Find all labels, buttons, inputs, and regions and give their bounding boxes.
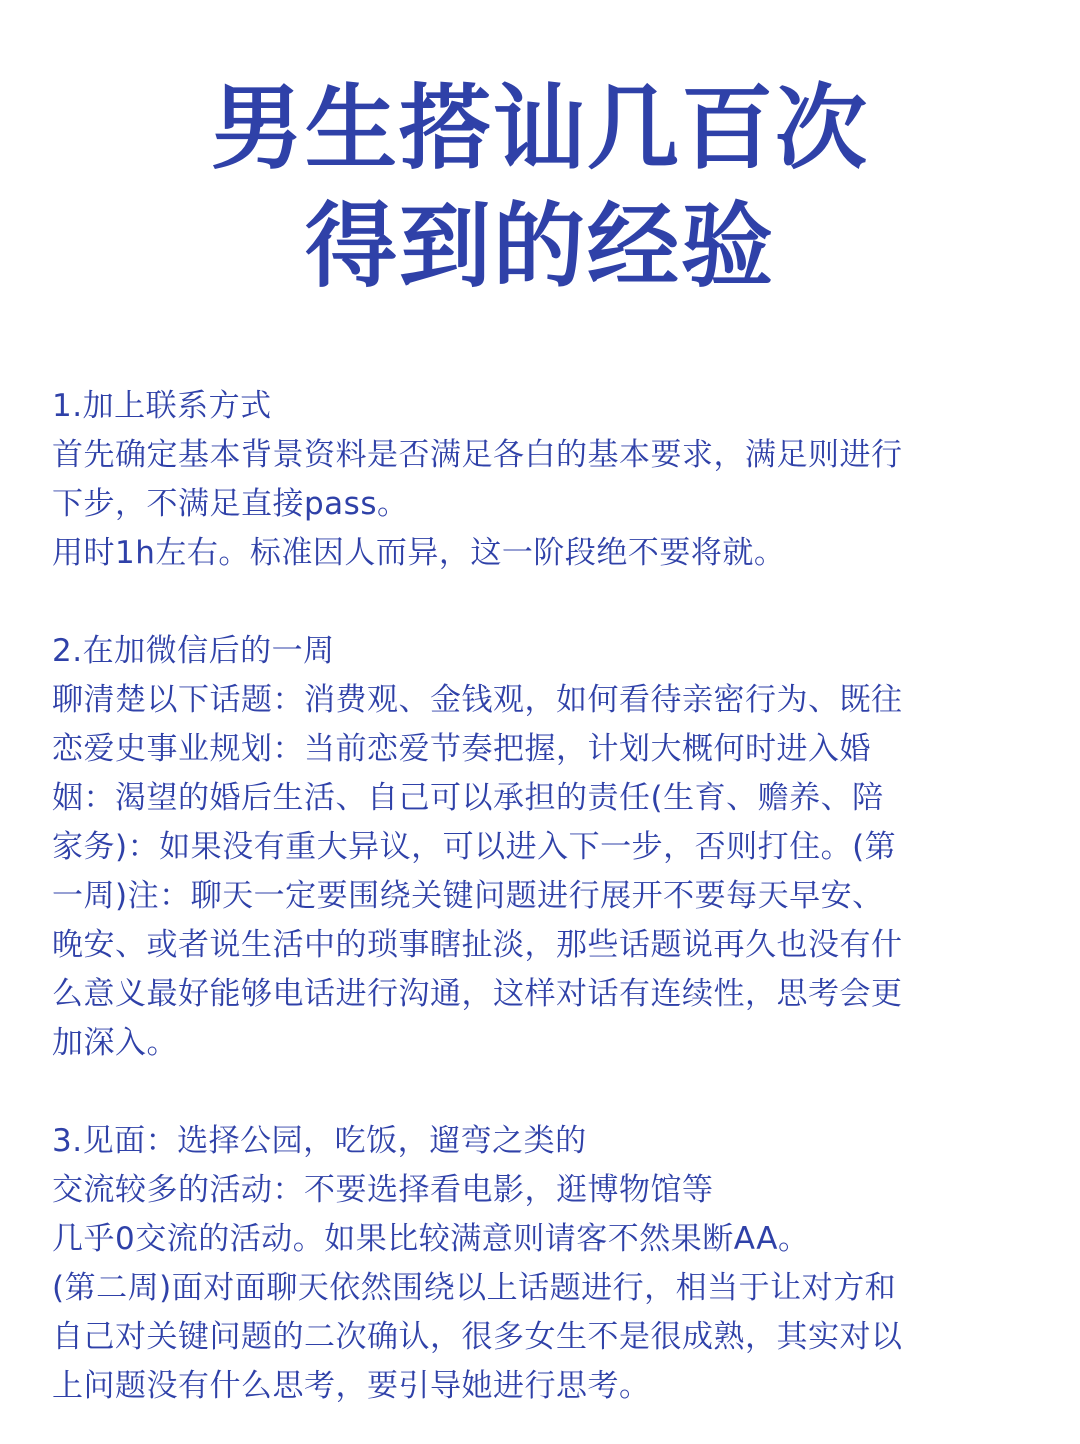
section-2-line: 恋爱史事业规划：当前恋爱节奏把握，计划大概何时进入婚 bbox=[52, 731, 871, 767]
section-3-line: 自己对关键问题的二次确认，很多女生不是很成熟，其实对以 bbox=[52, 1319, 903, 1355]
section-2-line: 晚安、或者说生活中的琐事瞎扯淡，那些话题说再久也没有什 bbox=[52, 927, 903, 963]
section-2-line: 聊清楚以下话题：消费观、金钱观，如何看待亲密行为、既往 bbox=[52, 682, 903, 718]
section-1-line: 用时1h左右。标准因人而异，这一阶段绝不要将就。 bbox=[52, 535, 786, 571]
page-title bbox=[0, 70, 1080, 306]
section-2-line: 加深入。 bbox=[52, 1025, 178, 1061]
section-2-line: 家务)：如果没有重大异议，可以进入下一步，否则打住。(第 bbox=[52, 829, 897, 865]
section-2-line: 姻：渴望的婚后生活、自己可以承担的责任(生育、赡养、陪 bbox=[52, 780, 884, 816]
section-2-heading: 2.在加微信后的一周 bbox=[52, 633, 335, 669]
section-3-heading: 3.见面：选择公园，吃饭，遛弯之类的 bbox=[52, 1123, 587, 1159]
section-1-line: 下步，不满足直接pass。 bbox=[52, 486, 409, 522]
article-body bbox=[52, 382, 1042, 1411]
title-line-2: 得到的经验 bbox=[304, 193, 775, 300]
section-3-line: 交流较多的活动：不要选择看电影，逛博物馆等 bbox=[52, 1172, 714, 1208]
title-line-1: 男生搭讪几百次 bbox=[210, 75, 869, 182]
section-1-line: 首先确定基本背景资料是否满足各白的基本要求，满足则进行 bbox=[52, 437, 903, 473]
section-2-line: 一周)注：聊天一定要围绕关键问题进行展开不要每天早安、 bbox=[52, 878, 884, 914]
section-3-line: 几乎0交流的活动。如果比较满意则请客不然果断AA。 bbox=[52, 1221, 810, 1257]
section-3 bbox=[52, 1117, 1042, 1411]
section-3-line: 上问题没有什么思考，要引导她进行思考。 bbox=[52, 1368, 651, 1404]
section-1-heading: 1.加上联系方式 bbox=[52, 388, 272, 424]
section-2 bbox=[52, 627, 1042, 1068]
section-3-line: (第二周)面对面聊天依然围绕以上话题进行，相当于让对方和 bbox=[52, 1270, 897, 1306]
section-2-line: 么意义最好能够电话进行沟通，这样对话有连续性，思考会更 bbox=[52, 976, 903, 1012]
section-1 bbox=[52, 382, 1042, 578]
